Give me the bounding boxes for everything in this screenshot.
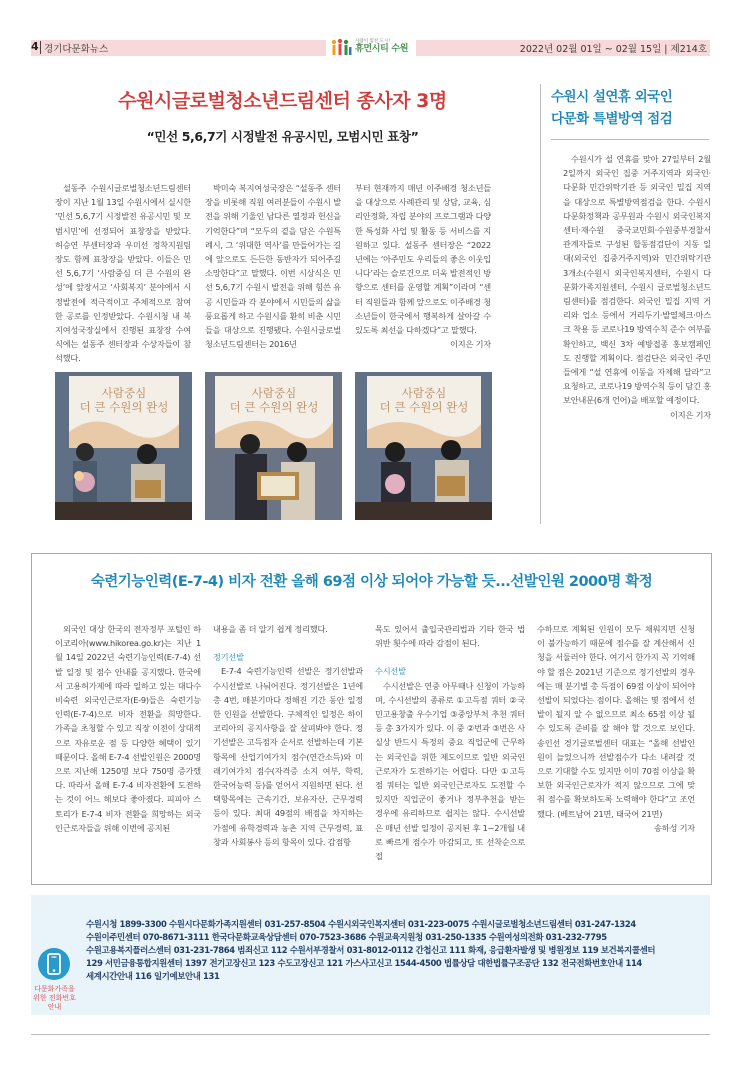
photo2-sign-line2: 더 큰 수원의 완성 — [229, 400, 319, 414]
article3-column-1: 외국인 대상 한국의 전자정부 포털인 하이코리아(www.hikorea.go.kr)는 지난 1월 14일 2022년 숙련기능인력(E-7-4) 선발 일정 및 점수 안내를 공지했다. 한국에서 고용허가제에 따라 일하고 있는 대다수 비숙련 외국인근로자(E-9)들은 숙련기능인력(E-7-4)으로 비자 전환을 희망한다. 가족을 초청할 수 있고 직장 이전이 상대적으로 자유로운 점 등 다양한 혜택이 있기 때문이다. 올해 E-7-4 선발인원은 2000명으로 지난해 1250명 보다 750명 증가했다. 따라서 올해 E-7-4 비자전환에 도전하는 것이 어느 해보다 좋아졌다. 피피아 스토리가 E-7-4 비자 전환을 희망하는 외국인근로자들을 위해 이번에 공지된 — [55, 624, 201, 833]
phone-line: 세계시간안내 116 일기예보안내 131 — [86, 971, 220, 981]
article3-column-4-text: 수하므로 계획된 인원이 모두 채워지면 신청이 불가능하기 때문에 점수를 잘 계산해서 신청을 서둘러야 한다. 여기서 한가지 꼭 기억해야 할 점은 2021년 기준으로 정기선발의 경우에는 매 분기별 총 득점이 69점 이상이 되어야 선발이 되었다는 점이다. 올해는 몇 점에서 선발이 될지 알 수 없으므로 최소 65점 이상 될 수 있도록 준비를 잘 해야 할 것으로 보인다. 송인선 경기글로벌센터 대표는 “올해 선발인원이 늘었으니까 선발점수가 다소 내려갈 것으로 기대할 수도 있지만 이미 70점 이상을 확보한 외국인근로자가 적지 않으므로 그에 맞춰 점수를 확보하도록 노력해야 한다”고 조언했다. (베트남어 21면, 태국어 21면) — [537, 624, 695, 819]
phone-line: 수원고용복지플러스센터 031-231-7864 범죄신고 112 수원서부경찰서 031-8012-0112 간첩신고 111 화재, 응급환자발생 및 병원정보 119 보건복지콜센터 — [86, 945, 656, 955]
article1-column-3 — [355, 181, 491, 351]
article2-title-rule — [551, 139, 709, 140]
award-photo-3 — [355, 372, 492, 520]
article2-body-text: 수원시가 설 연휴를 맞아 27일부터 2월 2일까지 외국인 집중 거주지역과 외국인·다문화 민간위탁기관 등 외국인 밀집 지역을 대상으로 특별방역점검을 한다. 수원시 다문화정책과 공무원과 수원시 외국인복지센터·재수원 중국교민회·수원중부경찰서 관계자들로 구성된 합동점검단이 지동 일대(외국인 집중거주지역)와 민간위탁기관 3개소(수원시 외국인복지센터, 수원시 다문화가족지원센터, 수원시 글로벌청소년드림센터)를 점검한다. 외국인 밀집 지역 거리와 업소 등에서 거리두기·발열체크·마스크 착용 등 코로나19 방역수칙 준수 여부를 확인하고, 백신 3차 예방접종 홍보캠페인도 진행할 계획이다. 점검단은 외국인 주민들에게 “설 연휴에 이동을 자제해 달라”고 요청하고, 코로나19 방역수칙 등이 담긴 홍보안내문(6개 언어)을 배포할 예정이다. — [563, 154, 711, 406]
publication-name: 경기다문화뉴스 — [44, 44, 109, 55]
article1-subtitle: “민선 5,6,7기 시정발전 유공시민, 모범시민 표창” — [146, 129, 419, 144]
article2-body — [563, 152, 711, 422]
phone-directory-label: 다문화가족을 위한 전화번호 안내 — [33, 985, 76, 1011]
page-number: 4 — [31, 40, 39, 53]
header-divider — [40, 41, 41, 54]
article1-column-1: 설동주 수원시글로벌청소년드림센터장이 지난 1월 13일 수원시에서 실시한 ‘민선 5,6,7기 시정발전 유공시민 및 모범시민’에 선정되어 표창장을 받았다. 허승연 부센터장과 우미선 정착지원팀장도 함께 표창장을 받았다. 이들은 민선 5,6,7기 ‘사람중심 더 큰 수원의 완성’에 앞장서고 ‘사회복지’ 분야에서 시정발전에 적극적이고 주체적으로 참여한 공로를 인정받았다. 수원시청 내 복지여성국장실에서 진행된 표창장 수여식에는 설동주 센터장과 수상자들이 참석했다. — [55, 183, 191, 364]
phone-directory-icon — [38, 948, 70, 980]
sidebar-divider — [540, 84, 541, 524]
photo1-sign-line2: 더 큰 수원의 완성 — [79, 400, 169, 414]
article1-byline: 이지은 기자 — [450, 339, 491, 350]
phone-line: 129 서민금융통합지원센터 1397 전기고장신고 123 수도고장신고 121 가스사고신고 1544-4500 법률상담 대한법률구조공단 132 전국전화번호안내 114 — [86, 958, 642, 968]
photo2-sign-line1: 사람중심 — [251, 386, 297, 400]
logo-tagline: 사람이 힘찬 도시! — [355, 39, 391, 44]
photo3-sign-line1: 사람중심 — [401, 386, 447, 400]
phone-directory-list — [86, 918, 701, 983]
article3-column-2 — [213, 622, 363, 849]
phone-line: 수원시청 1899-3300 수원시다문화가족지원센터 031-257-8504 수원시외국인복지센터 031-223-0075 수원시글로벌청소년드림센터 031-247-1324 — [86, 919, 636, 929]
article1-title: 수원시글로벌청소년드림센터 종사자 3명 — [118, 90, 447, 112]
award-photo-1 — [55, 372, 192, 520]
phone-line: 수원이주민센터 070-8671-3111 한국다문화교육상담센터 070-7523-3686 수원교육지원청 031-250-1335 수원여성의전화 031-232-7795 — [86, 932, 607, 942]
article2-byline: 이지은 기자 — [670, 409, 711, 420]
article2-title-line1: 수원시 설연휴 외국인 — [551, 89, 673, 105]
issue-date: 2022년 02월 01일 ~ 02월 15일 | 제214호 — [519, 44, 707, 55]
page-bottom-rule — [31, 1034, 710, 1035]
logo-text: 휴먼시티 수원 — [355, 44, 409, 54]
article1-column-2: 박미숙 복지여성국장은 “설동주 센터장을 비롯해 직원 여러분들이 수원시 발전을 위해 기울인 남다른 열정과 헌신을 기억한다”며 “모두의 곁을 담은 수원특례시, 그 ‘위대한 역사’를 만들어가는 길에 앞으로도 든든한 동반자가 되어주길 소망한다”고 말했다. 이번 시상식은 민선 5,6,7기 수원시 발전을 위해 힘쓴 유공 시민들과 각 분야에서 시민들의 삶을 풍요롭게 하고 수원시를 환히 비춘 시민들을 대상으로 진행됐다. 수원시글로벌청소년드림센터는 2016년 — [205, 183, 341, 350]
photo1-sign-line1: 사람중심 — [101, 386, 147, 400]
article3-column-2-text: E-7-4 숙련기능인력 선발은 정기선발과 수시선발로 나눠어진다. 정기선발은 1년에 총 4번, 매분기마다 정해진 기간 동안 일정한 인원을 선발한다. 구체적인 일정은 하이코리아의 공지사항을 잘 살펴봐야 한다. 정기선발은 고득점자 순서로 선발하는데 기본항목에 산업기여가치 점수(연간소득)와 미래기여가치 점수(자격증 소지 여부, 학력, 한국어능력 등)를 얻어서 지원하면 된다. 선택항목에는 근속기간, 보유자산, 근무경력 등이 있다. 최대 49점의 배점을 차지하는 가점에 유학경력과 농촌 지역 근무경력, 표창과 사회봉사 등의 항목이 있다. 감점항 — [213, 666, 363, 847]
suwon-logo — [330, 35, 410, 59]
article3-column-3 — [375, 622, 525, 863]
article3-title: 숙련기능인력(E-7-4) 비자 전환 올해 69점 이상 되어야 가능할 듯...선발인원 2000명 확정 — [90, 574, 653, 590]
article3-byline: 송하성 기자 — [654, 822, 695, 833]
article3-column-3-text: 수시선발은 연중 아무때나 신청이 가능하며, 수시선발의 종류로 ①고득점 쿼터 ②국민고용창출 우수기업 ③중앙부처 추천 쿼터 등 총 3가지가 있다. 이 중 ②번과 ③번은 사실상 반드시 특정의 중요 직업군에 근무하는 외국인을 위한 제도이므로 일반 외국인근로자가 도전하기는 어렵다. 다만 ①고득점 쿼터는 일반 외국인근로자도 도전할 수 있지만 직업군이 좋거나 정부추천을 받는 경우에 유리하므로 쉽지는 않다. 수시선발은 매년 선발 일정이 공지된 후 1~2개월 내로 빠르게 점수가 마감되고, 또 선착순으로 접 — [375, 680, 525, 862]
article3-subhead-regular: 정기선발 — [213, 652, 244, 663]
article2-title — [551, 86, 711, 130]
human-city-logo-icon — [330, 38, 352, 56]
article3-subhead-occasional: 수시선발 — [375, 666, 406, 677]
article3-column-3-intro: 목도 있어서 출입국관리법과 기타 한국 법 위반 횟수에 따라 감점이 된다. — [375, 624, 525, 649]
article3-column-2-intro: 내용을 좀 더 알기 쉽게 정리했다. — [213, 624, 328, 634]
award-photo-2 — [205, 372, 342, 520]
article3-column-4 — [537, 622, 695, 835]
article1-column-3-text: 부터 현재까지 매년 이주배경 청소년들을 대상으로 사례관리 및 상담, 교육, 심리안정화, 자립 분야의 프로그램과 다양한 특성화 사업 및 활동 등 서비스를 지원하고 있다. 설동주 센터장은 “2022년에는 ‘아주민도 우리들의 좋은 이웃입니다’라는 슬로건으로 더욱 발전적인 방향으로 센터를 운영할 계획”이라며 “센터 직원들과 함께 앞으로도 이주배경 청소년들이 한국에서 행복하게 살아갈 수 있도록 최선을 다하겠다”고 말했다. — [355, 183, 491, 336]
article2-title-line2: 다문화 특별방역 점검 — [551, 111, 673, 127]
photo3-sign-line2: 더 큰 수원의 완성 — [379, 400, 469, 414]
